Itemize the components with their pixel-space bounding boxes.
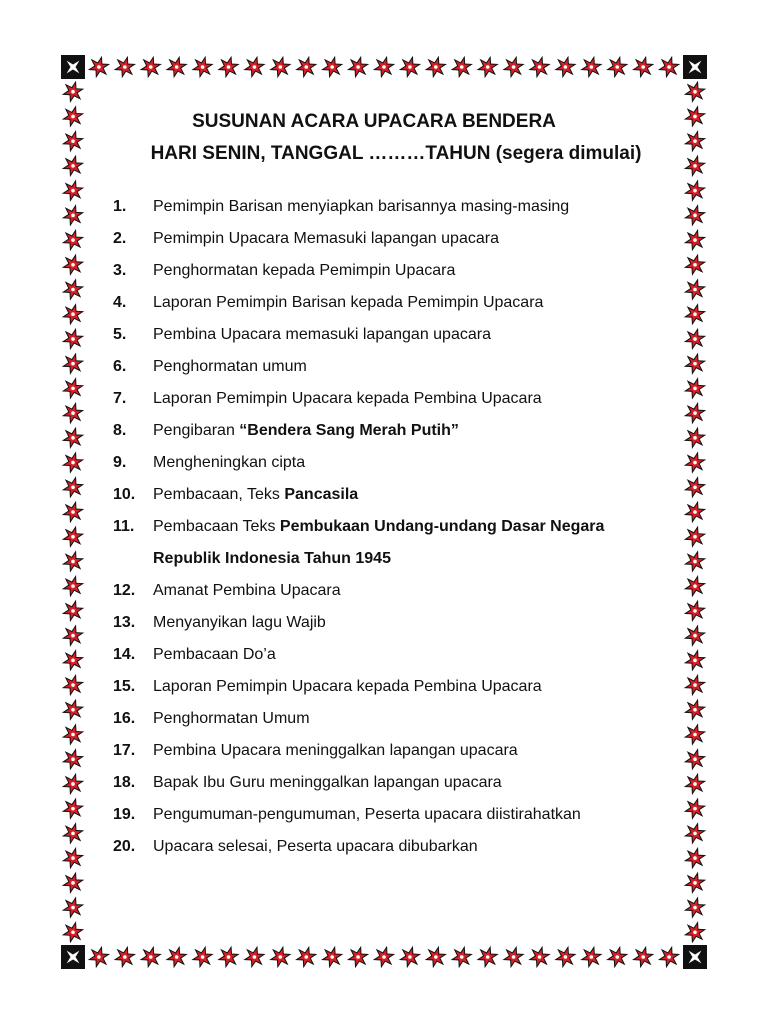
agenda-item-text [153,326,491,344]
agenda-item-text [153,806,581,824]
agenda-item-text [153,774,502,792]
agenda-item-number: 14. [113,646,136,663]
agenda-item-text [153,262,455,280]
agenda-item-text [153,582,341,600]
agenda-item-text [153,230,499,248]
agenda-item [0,262,768,286]
agenda-item-number: 2. [113,230,127,247]
agenda-item-text [153,422,459,440]
agenda-item-number: 20. [113,838,136,855]
agenda-item [0,742,768,766]
agenda-item-bold-text: Pembukaan Undang-undang Dasar Negara [279,518,605,535]
agenda-item-label: Amanat Pembina Upacara [153,582,341,599]
agenda-item-label: Bapak Ibu Guru meninggalkan lapangan upacara [153,774,502,791]
agenda-item-label: Pembacaan, Teks [153,486,285,503]
agenda-item-number: 8. [113,422,127,439]
agenda-item-text [153,646,276,664]
agenda-item-label: Mengheningkan cipta [153,454,306,471]
agenda-item-label: Laporan Pemimpin Upacara kepada Pembina Upacara [153,390,542,407]
agenda-item-number: 15. [113,678,136,695]
agenda-item-text [153,390,542,408]
agenda-item [0,710,768,734]
agenda-item-label: Laporan Pemimpin Upacara kepada Pembina Upacara [153,678,542,695]
agenda-item-text [153,678,542,696]
agenda-item [0,806,768,830]
agenda-item-label: Penghormatan kepada Pemimpin Upacara [153,262,456,279]
agenda-item-number: 12. [113,582,136,599]
agenda-item-label: Pengibaran [153,422,240,439]
agenda-item [0,774,768,798]
agenda-item-text [153,518,604,536]
agenda-item [0,198,768,222]
agenda-item [0,486,768,510]
agenda-item-label: Penghormatan Umum [153,710,310,727]
agenda-item [0,294,768,318]
agenda-item-label: Laporan Pemimpin Barisan kepada Pemimpin Upacara [153,294,544,311]
agenda-item-label: Upacara selesai, Peserta upacara dibubarkan [153,838,478,855]
agenda-item-continuation [0,550,768,574]
agenda-item-number: 5. [113,326,127,343]
agenda-item-text [153,454,305,472]
agenda-item-text [153,486,358,504]
agenda-item-number: 9. [113,454,127,471]
agenda-item-label: Pembina Upacara memasuki lapangan upacara [153,326,491,343]
agenda-item-number: 7. [113,390,127,407]
agenda-item-label: Pembacaan Do’a [153,646,276,663]
agenda-item-label: Pemimpin Upacara Memasuki lapangan upacara [153,230,499,247]
agenda-item-number: 16. [113,710,136,727]
agenda-item [0,518,768,542]
agenda-item [0,582,768,606]
agenda-item-bold-text: “Bendera Sang Merah Putih” [239,422,459,439]
agenda-item-label: Pemimpin Barisan menyiapkan barisannya masing-masing [153,198,570,215]
agenda-item-text [153,198,569,216]
agenda-item-label: Pembacaan Teks [153,518,280,535]
agenda-item [0,390,768,414]
agenda-item-number: 3. [113,262,127,279]
agenda-item-number: 13. [113,614,136,631]
agenda-item [0,646,768,670]
agenda-item-bold-text: Pancasila [284,486,359,503]
agenda-item-label: Pembina Upacara meninggalkan lapangan upacara [153,742,518,759]
agenda-item-number: 17. [113,742,136,759]
agenda-item [0,358,768,382]
agenda-item [0,422,768,446]
agenda-item-text [153,358,307,376]
agenda-item-number: 4. [113,294,127,311]
agenda-item-number: 10. [113,486,136,503]
agenda-item-text [153,294,543,312]
agenda-item-number: 11. [113,518,135,535]
agenda-item [0,678,768,702]
agenda-item [0,326,768,350]
agenda-item-label: Pengumuman-pengumuman, Peserta upacara diistirahatkan [153,806,581,823]
agenda-item-text [153,614,326,632]
agenda-item [0,230,768,254]
agenda-item-text [153,742,518,760]
agenda-item [0,838,768,862]
agenda-item-label: Penghormatan umum [153,358,307,375]
agenda-item-number: 6. [113,358,127,375]
agenda-item-number: 19. [113,806,136,823]
agenda-item [0,454,768,478]
agenda-item-text [153,710,310,728]
agenda-item-number: 18. [113,774,136,791]
page-title: SUSUNAN ACARA UPACARA BENDERA [192,111,556,132]
agenda-item [0,614,768,638]
agenda-item-text [153,838,478,856]
page-subtitle: HARI SENIN, TANGGAL ………TAHUN (segera dimulai) [150,143,642,164]
agenda-item-bold-text: Republik Indonesia Tahun 1945 [153,550,391,567]
agenda-item-label: Menyanyikan lagu Wajib [153,614,326,631]
agenda-item-number: 1. [113,198,127,215]
